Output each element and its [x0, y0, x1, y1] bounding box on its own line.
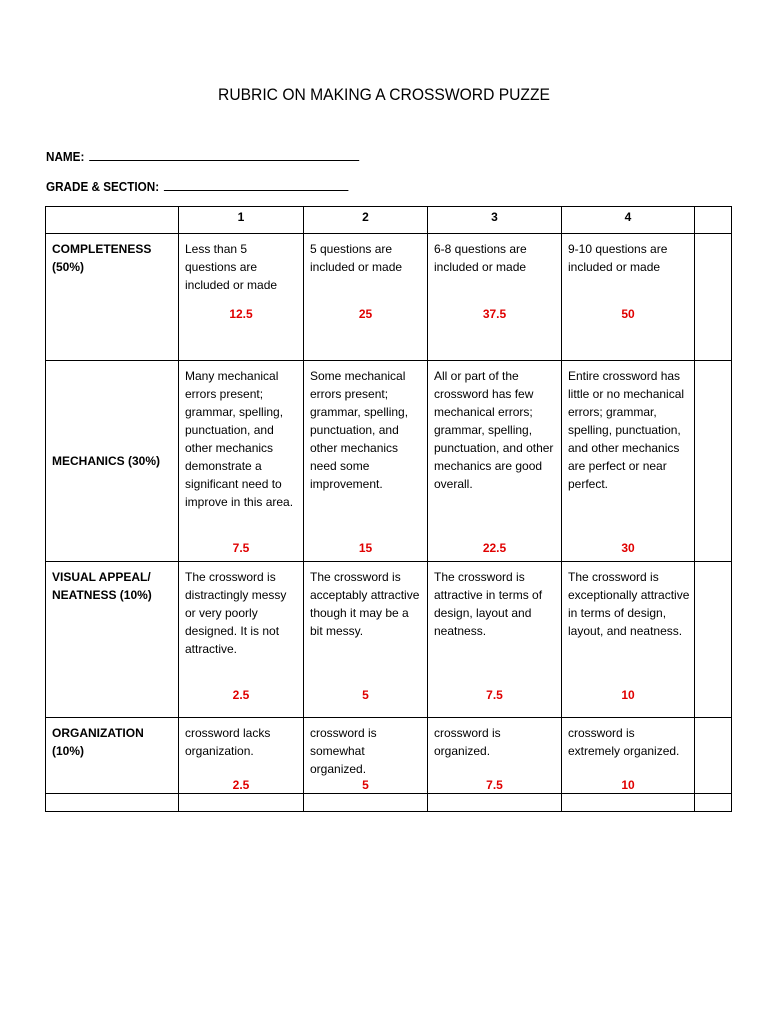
cell-score: 30: [621, 541, 635, 555]
cell-description: The crossword is acceptably attractive though it may be a bit messy.: [310, 570, 420, 638]
cell-score: 7.5: [486, 688, 503, 702]
cell-score: 10: [621, 778, 635, 792]
cell-score: 10: [621, 688, 635, 702]
cell-description: crossword lacks organization.: [185, 726, 271, 758]
cell-description: crossword is organized.: [434, 726, 501, 758]
empty-cell: [562, 794, 695, 812]
grade-section-label: GRADE & SECTION:: [46, 179, 160, 194]
cell-description: Less than 5 questions are included or made: [185, 242, 278, 292]
table-row: [46, 234, 732, 361]
rubric-cell: [304, 361, 428, 562]
name-label: NAME:: [46, 149, 85, 164]
cell-description: Some mechanical errors present; grammar, spelling, punctuation, and other mechanics need some improvement.: [310, 369, 409, 491]
extra-column-cell: [695, 361, 732, 562]
criterion-organization: ORGANIZATION (10%): [46, 718, 179, 794]
cell-score: 50: [621, 307, 635, 321]
extra-column-cell: [695, 207, 732, 234]
rubric-table: [45, 206, 732, 812]
cell-description: 6-8 questions are included or made: [434, 242, 527, 274]
empty-cell: [46, 794, 179, 812]
level-header: 2: [304, 207, 428, 234]
rubric-cell: [179, 361, 304, 562]
extra-column-cell: [695, 562, 732, 718]
grade-section-blank-line: [164, 178, 349, 191]
cell-score: 7.5: [486, 778, 503, 792]
rubric-cell: [428, 562, 562, 718]
cell-score: 37.5: [482, 307, 507, 321]
cell-description: 5 questions are included or made: [310, 242, 403, 274]
criterion-visual-appeal: VISUAL APPEAL/ NEATNESS (10%): [46, 562, 179, 718]
cell-score: 5: [362, 688, 369, 702]
name-field: [46, 148, 359, 164]
rubric-cell: [428, 361, 562, 562]
cell-score: 7.5: [232, 541, 250, 555]
page-title: RUBRIC ON MAKING A CROSSWORD PUZZE: [218, 85, 550, 104]
rubric-cell: [179, 718, 304, 794]
rubric-cell: [304, 234, 428, 361]
empty-cell: [304, 794, 428, 812]
cell-score: 2.5: [232, 688, 250, 702]
cell-score: 2.5: [232, 778, 250, 792]
name-blank-line: [89, 148, 359, 161]
empty-cell: [428, 794, 562, 812]
criterion-completeness: COMPLETENESS (50%): [46, 234, 179, 361]
table-row: [46, 718, 732, 794]
extra-column-cell: [695, 234, 732, 361]
level-header: 3: [428, 207, 562, 234]
cell-description: The crossword is distractingly messy or very poorly designed. It is not attractive.: [185, 570, 287, 656]
rubric-cell: [428, 718, 562, 794]
table-row: [46, 361, 732, 562]
cell-description: The crossword is exceptionally attractive in terms of design, layout, and neatness.: [568, 570, 690, 638]
empty-cell: [695, 794, 732, 812]
cell-description: Many mechanical errors present; grammar, spelling, punctuation, and other mechanics demonstrate a significant need to improve in this area.: [185, 369, 294, 509]
rubric-cell: [562, 234, 695, 361]
empty-cell: [179, 794, 304, 812]
table-row: [46, 562, 732, 718]
cell-description: Entire crossword has little or no mechanical errors; grammar, spelling, punctuation, and other mechanics are perfect or near perfect.: [568, 369, 685, 491]
rubric-cell: [562, 361, 695, 562]
rubric-cell: [179, 234, 304, 361]
cell-description: crossword is somewhat organized.: [310, 726, 377, 776]
cell-description: 9-10 questions are included or made: [568, 242, 668, 274]
empty-row: [46, 794, 732, 812]
criterion-mechanics: MECHANICS (30%): [46, 361, 179, 562]
cell-description: crossword is extremely organized.: [568, 726, 680, 758]
cell-description: All or part of the crossword has few mechanical errors; grammar, spelling, punctuation, and other mechanics are good overall.: [434, 369, 554, 491]
level-header: 4: [562, 207, 695, 234]
cell-score: 15: [358, 541, 373, 555]
cell-score: 22.5: [482, 541, 507, 555]
rubric-cell: [179, 562, 304, 718]
cell-score: 25: [358, 307, 373, 321]
level-header: 1: [179, 207, 304, 234]
rubric-cell: [428, 234, 562, 361]
header-blank-cell: [46, 207, 179, 234]
rubric-cell: [562, 718, 695, 794]
header-row: [46, 207, 732, 234]
cell-score: 5: [362, 778, 369, 792]
cell-description: The crossword is attractive in terms of design, layout and neatness.: [434, 570, 543, 638]
grade-section-field: [46, 178, 349, 194]
rubric-cell: [304, 562, 428, 718]
rubric-cell: [304, 718, 428, 794]
extra-column-cell: [695, 718, 732, 794]
rubric-cell: [562, 562, 695, 718]
cell-score: 12.5: [229, 307, 253, 321]
